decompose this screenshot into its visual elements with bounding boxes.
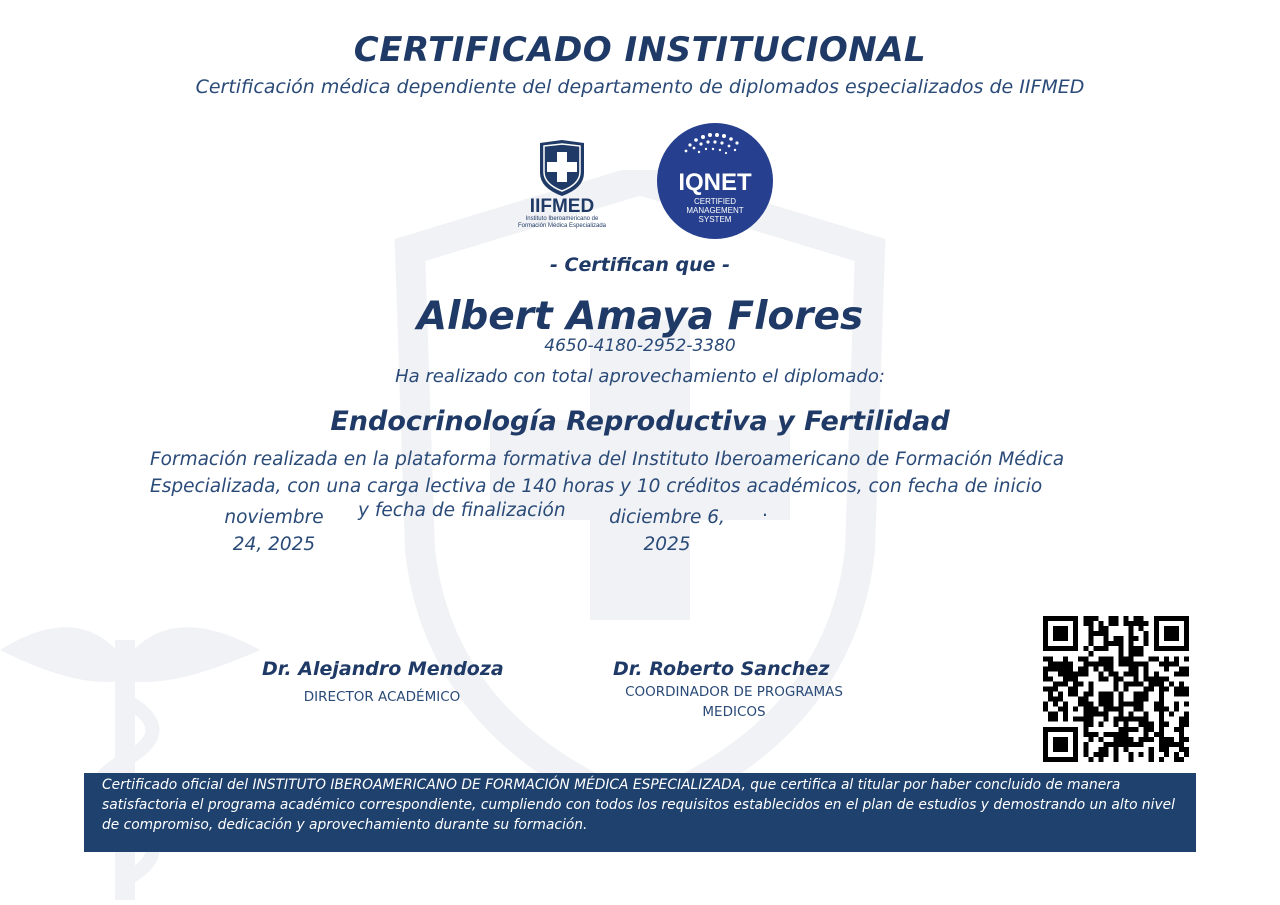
iqnet-logo-line1: CERTIFIED — [693, 197, 737, 206]
certificate-subtitle: Certificación médica dependiente del departamento de diplomados especializados de IIFMED — [195, 76, 1085, 98]
program-title: Endocrinología Reproductiva y Fertilidad — [330, 406, 950, 437]
program-description: Formación realizada en la plataforma formativa del Instituto Iberoamericano de Formación Médica Especializada, con una carga lectiva de 140 horas y 10 créditos académicos, con fecha de inicio — [150, 449, 1065, 497]
end-date-label: y fecha de finalización — [358, 500, 566, 521]
end-date-line1: diciembre 6, — [609, 507, 725, 528]
footer-text: Certificado oficial del INSTITUTO IBEROAMERICANO DE FORMACIÓN MÉDICA ESPECIALIZADA, que certifica al titular por haber concluido de manera satisfactoria el programa académico correspondiente, cumpliendo con todos los requisitos establecidos en el plan de estudios y demostrando un alto nivel de compromiso, dedicación y aprovechamiento durante su formación. — [102, 777, 1175, 833]
certificate-title: CERTIFICADO INSTITUCIONAL — [353, 30, 927, 70]
recipient-id: 4650-4180-2952-3380 — [544, 336, 736, 356]
signature-role-director: DIRECTOR ACADÉMICO — [303, 689, 461, 705]
end-date — [596, 504, 738, 558]
signature-name-coordinator: Dr. Roberto Sanchez — [613, 658, 830, 680]
shield-cross-icon — [500, 138, 625, 238]
recipient-name: Albert Amaya Flores — [416, 294, 864, 339]
watermark-caduceus — [0, 600, 260, 905]
signature-role-coordinator: COORDINADOR DE PROGRAMAS MEDICOS — [625, 684, 843, 720]
end-punctuation: . — [762, 500, 768, 521]
qr-code[interactable] — [1043, 616, 1189, 762]
iifmed-logo-tagline-2: Formación Médica Especializada — [517, 223, 607, 229]
start-date-line1: noviembre — [224, 507, 324, 528]
iqnet-logo-line2: MANAGEMENT — [686, 206, 744, 215]
achieved-text: Ha realizado con total aprovechamiento el diplomado: — [395, 366, 885, 387]
iifmed-logo-tagline-1: Instituto Iberoamericano de — [525, 216, 599, 222]
certify-text: - Certifican que - — [550, 254, 730, 276]
iqnet-seal-icon — [650, 123, 780, 239]
footer-banner — [84, 773, 1196, 852]
iifmed-logo-name: IIFMED — [529, 196, 595, 217]
signature-name-director: Dr. Alejandro Mendoza — [262, 658, 504, 680]
iqnet-logo — [650, 123, 780, 239]
start-date — [208, 504, 340, 558]
start-date-line2: 24, 2025 — [232, 534, 316, 555]
iqnet-logo-line3: SYSTEM — [698, 215, 732, 224]
iqnet-logo-name: IQNET — [678, 169, 752, 196]
iifmed-logo — [500, 138, 625, 238]
end-date-line2: 2025 — [643, 534, 691, 555]
